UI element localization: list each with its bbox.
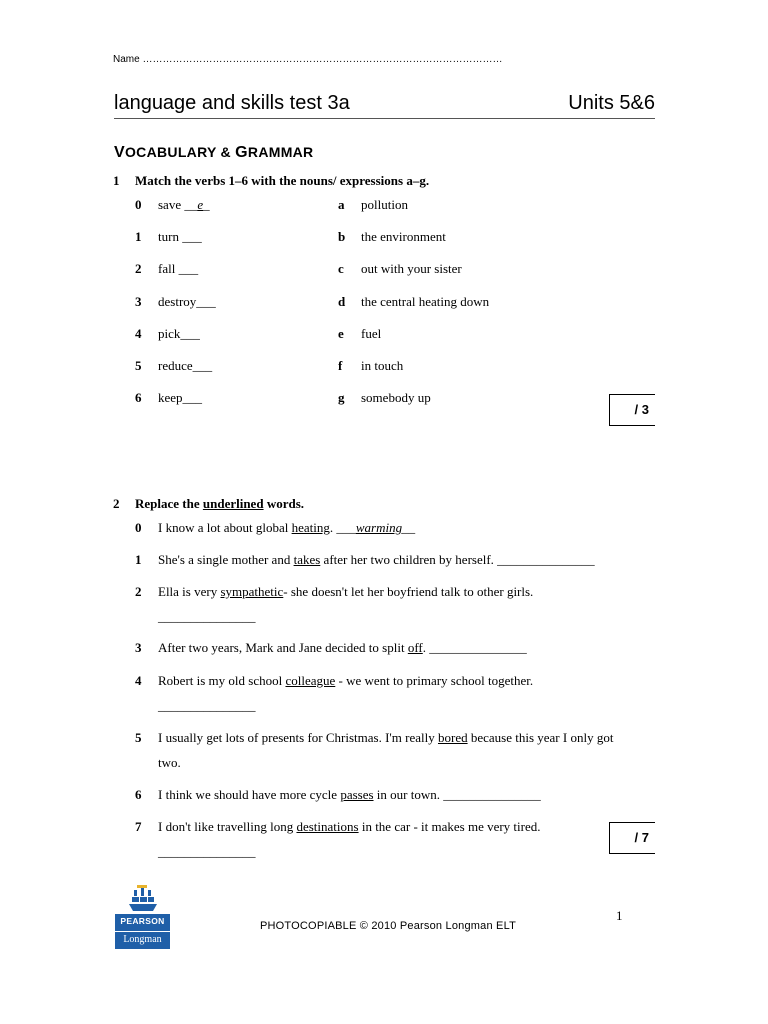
answer-line: _______________	[158, 844, 256, 859]
option-letter: c	[338, 261, 344, 276]
item-number: 3	[135, 294, 142, 309]
list-item: keep___	[158, 390, 203, 405]
list-item: turn ___	[158, 229, 202, 244]
option-letter: e	[338, 326, 344, 341]
answer-line: _______________	[158, 609, 256, 624]
section-title: VOCABULARY & GRAMMAR	[114, 144, 314, 161]
list-item: Ella is very sympathetic- she doesn't let her boyfriend talk to other girls.	[158, 584, 534, 599]
option-letter: d	[338, 294, 346, 309]
item-number: 2	[135, 261, 142, 276]
item-number: 1	[135, 229, 142, 244]
list-item: I don't like travelling long destinations in the car - it makes me very tired.	[158, 819, 541, 834]
option-letter: a	[338, 197, 345, 212]
question-instruction: Replace the underlined words.	[135, 496, 305, 511]
item-number: 2	[135, 584, 142, 599]
option-text: somebody up	[361, 390, 431, 405]
option-letter: g	[338, 390, 345, 405]
item-number: 1	[135, 552, 142, 567]
item-number: 0	[135, 520, 142, 535]
item-number: 3	[135, 640, 142, 655]
pearson-longman-logo	[115, 884, 170, 949]
list-item: I know a lot about global heating. ___warming__	[158, 520, 416, 535]
list-item: Robert is my old school colleague - we went to primary school together.	[158, 673, 534, 688]
option-text: in touch	[361, 358, 404, 373]
item-number: 5	[135, 358, 142, 373]
score-box: / 3	[609, 394, 655, 426]
question-number: 2	[113, 496, 120, 511]
item-number: 6	[135, 787, 142, 802]
item-number: 7	[135, 819, 142, 834]
question-instruction: Match the verbs 1–6 with the nouns/ expressions a–g.	[135, 173, 430, 188]
list-item: I usually get lots of presents for Christmas. I'm really bored because this year I only got	[158, 730, 614, 745]
option-letter: f	[338, 358, 343, 373]
header-divider	[114, 118, 655, 119]
copyright-footer: PHOTOCOPIABLE © 2010 Pearson Longman ELT	[260, 920, 516, 932]
option-text: pollution	[361, 197, 408, 212]
logo-text-bottom: Longman	[123, 934, 162, 945]
answer-line: two.	[158, 755, 181, 770]
item-number: 5	[135, 730, 142, 745]
item-number: 0	[135, 197, 142, 212]
list-item: destroy___	[158, 294, 216, 309]
list-item: I think we should have more cycle passes in our town. _______________	[158, 787, 541, 802]
list-item: pick___	[158, 326, 200, 341]
list-item: save __e_	[158, 197, 210, 212]
list-item: She's a single mother and takes after her two children by herself. _______________	[158, 552, 595, 567]
page-title: language and skills test 3a	[114, 92, 350, 114]
option-text: out with your sister	[361, 261, 462, 276]
item-number: 4	[135, 673, 142, 688]
question-number: 1	[113, 173, 120, 188]
score-box: / 7	[609, 822, 655, 854]
option-letter: b	[338, 229, 346, 244]
units-label: Units 5&6	[568, 92, 655, 114]
option-text: fuel	[361, 326, 382, 341]
answer-line: _______________	[158, 698, 256, 713]
list-item: reduce___	[158, 358, 213, 373]
item-number: 4	[135, 326, 142, 341]
list-item: After two years, Mark and Jane decided to split off. _______________	[158, 640, 527, 655]
option-text: the environment	[361, 229, 446, 244]
name-field: Name ………………………………………………………………………………………………	[113, 54, 503, 65]
item-number: 6	[135, 390, 142, 405]
list-item: fall ___	[158, 261, 199, 276]
page-number: 1	[616, 908, 623, 923]
option-text: the central heating down	[361, 294, 490, 309]
logo-text-top: PEARSON	[120, 916, 165, 926]
